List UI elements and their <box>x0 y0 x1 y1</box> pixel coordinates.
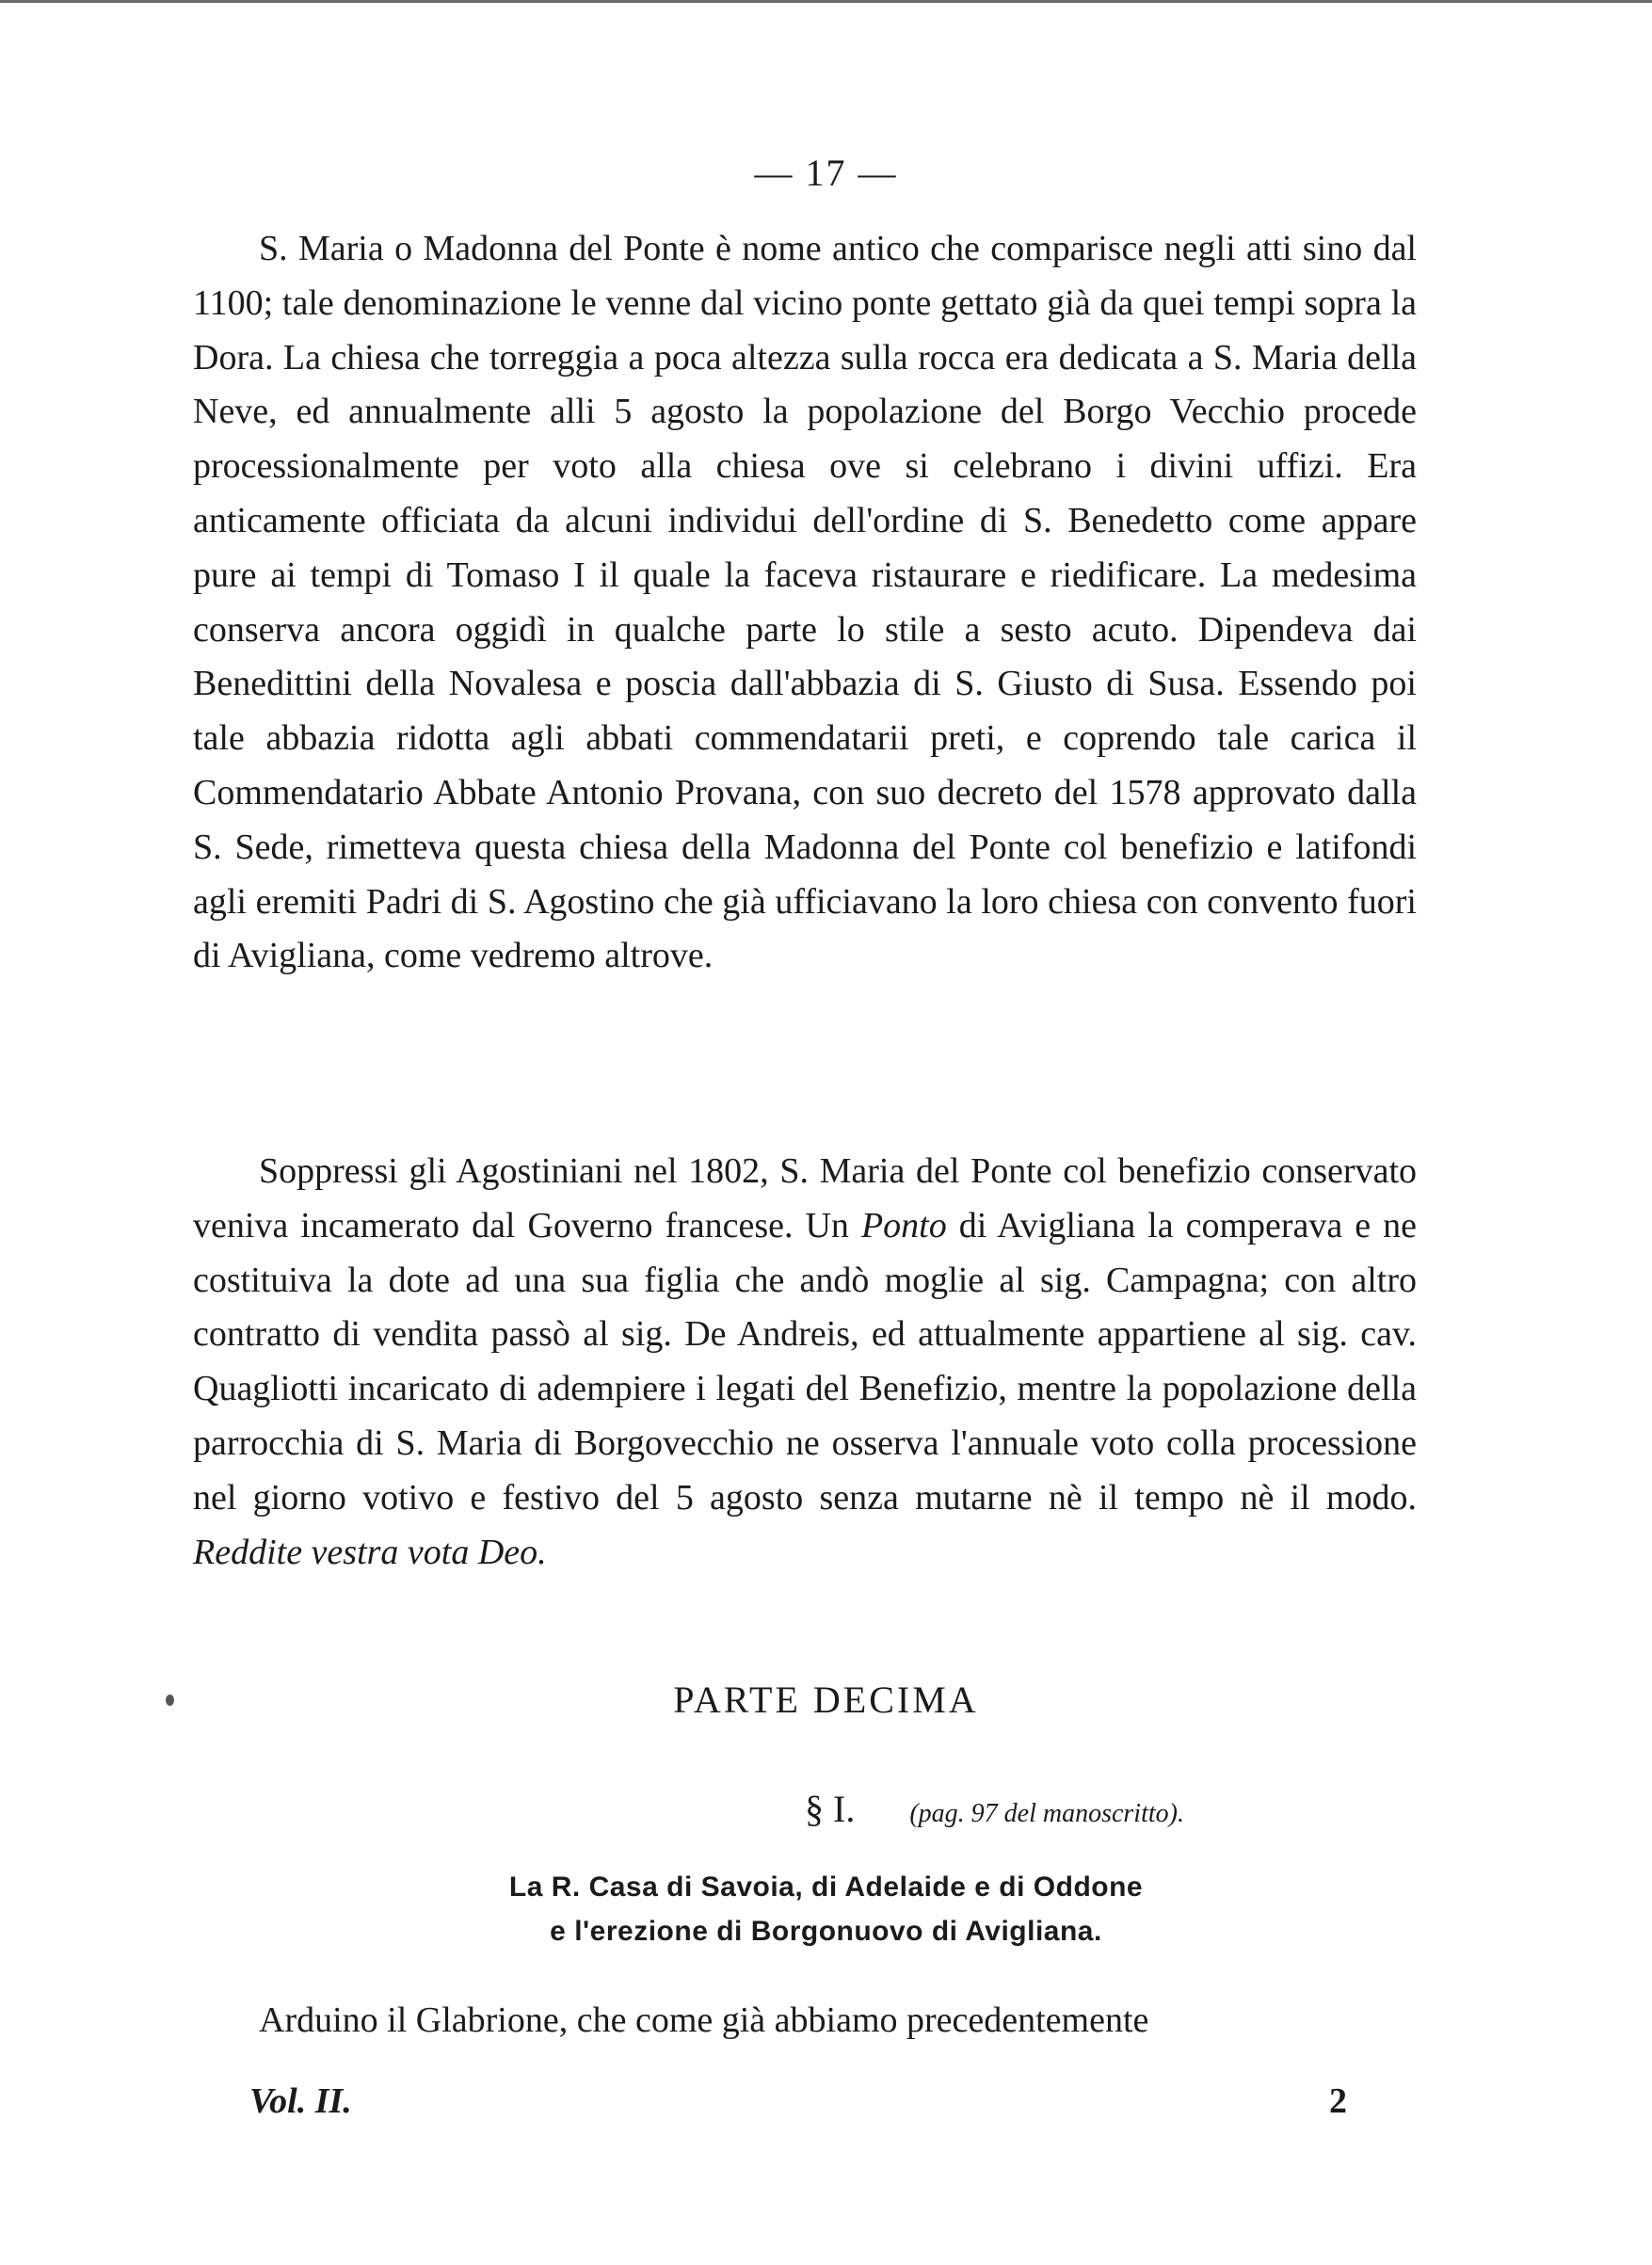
manuscript-note: (pag. 97 del manoscritto). <box>909 1799 1184 1828</box>
page-number: — 17 — <box>754 152 898 194</box>
ink-speck <box>166 1695 174 1706</box>
paragraph-3-container <box>193 1994 1417 2048</box>
section-title: PARTE DECIMA <box>673 1679 979 1721</box>
paragraph-2-italic-name: Ponto <box>860 1205 947 1245</box>
paragraph-1-container <box>193 222 1417 984</box>
top-border-rule <box>0 0 1652 3</box>
paragraph-3: Arduino il Glabrione, che come già abbiamo precedentemente <box>259 2000 1149 2040</box>
section-reference <box>805 1787 1184 1831</box>
paragraph-1: S. Maria o Madonna del Ponte è nome antico che comparisce negli atti sino dal 1100; tale denominazione le venne dal vicino ponte gettato già da quei tempi sopra la Dora. La chiesa che torreggia a poca altezza sulla rocca era dedicata a S. Maria della Neve, ed annualmente alli 5 agosto la popolazione del Borgo Vecchio procede processionalmente per voto alla chiesa ove si celebrano i divini uffizi. Era anticamente officiata da alcuni individui dell'ordine di S. Benedetto come appare pure ai tempi di Tomaso I il quale la faceva ristaurare e riedificare. La medesima conserva ancora oggidì in qualche parte lo stile a sesto acuto. Dipendeva dai Benedittini della Novalesa e poscia dall'abbazia di S. Giusto di Susa. Essendo poi tale abbazia ridotta agli abbati commendatarii preti, e coprendo tale carica il Commendatario Abbate Antonio Provana, con suo decreto del 1578 approvato dalla S. Sede, rimetteva questa chiesa della Madonna del Ponte col benefizio e latifondi agli eremiti Padri di S. Agostino che già ufficiavano la loro chiesa con convento fuori di Avigliana, come vedremo altrove. <box>193 229 1417 976</box>
paragraph-2-text-b: di Avigliana la comperava e ne costituiva la dote ad una sua figlia che andò moglie al sig. Campagna; con altro contratto di vendita passò al sig. De Andreis, ed attualmente appartiene al sig. cav. Quagliotti incaricato di adempiere i legati del Benefizio, mentre la popolazione della parrocchia di S. Maria di Borgovecchio ne osserva l'annuale voto colla processione nel giorno votivo e festivo del 5 agosto senza mutarne nè il tempo nè il modo. <box>193 1205 1417 1518</box>
subtitle-line-1: La R. Casa di Savoia, di Adelaide e di Oddone <box>508 1871 1144 1903</box>
subtitle-line-2: e l'erezione di Borgonuovo di Avigliana. <box>550 1916 1102 1947</box>
paragraph-2-container <box>193 1145 1417 1580</box>
signature-mark: 2 <box>1329 2081 1347 2121</box>
volume-label: Vol. II. <box>249 2081 352 2121</box>
paragraph-2 <box>193 1145 1417 1580</box>
section-symbol: § I. <box>805 1788 856 1830</box>
paragraph-2-latin-quote: Reddite vestra vota Deo. <box>193 1532 547 1572</box>
paragraph-2-text-a: Soppressi gli Agostiniani nel 1802, S. Maria del Ponte col benefizio conservato veniva incamerato dal Governo francese. Un <box>193 1151 1417 1245</box>
